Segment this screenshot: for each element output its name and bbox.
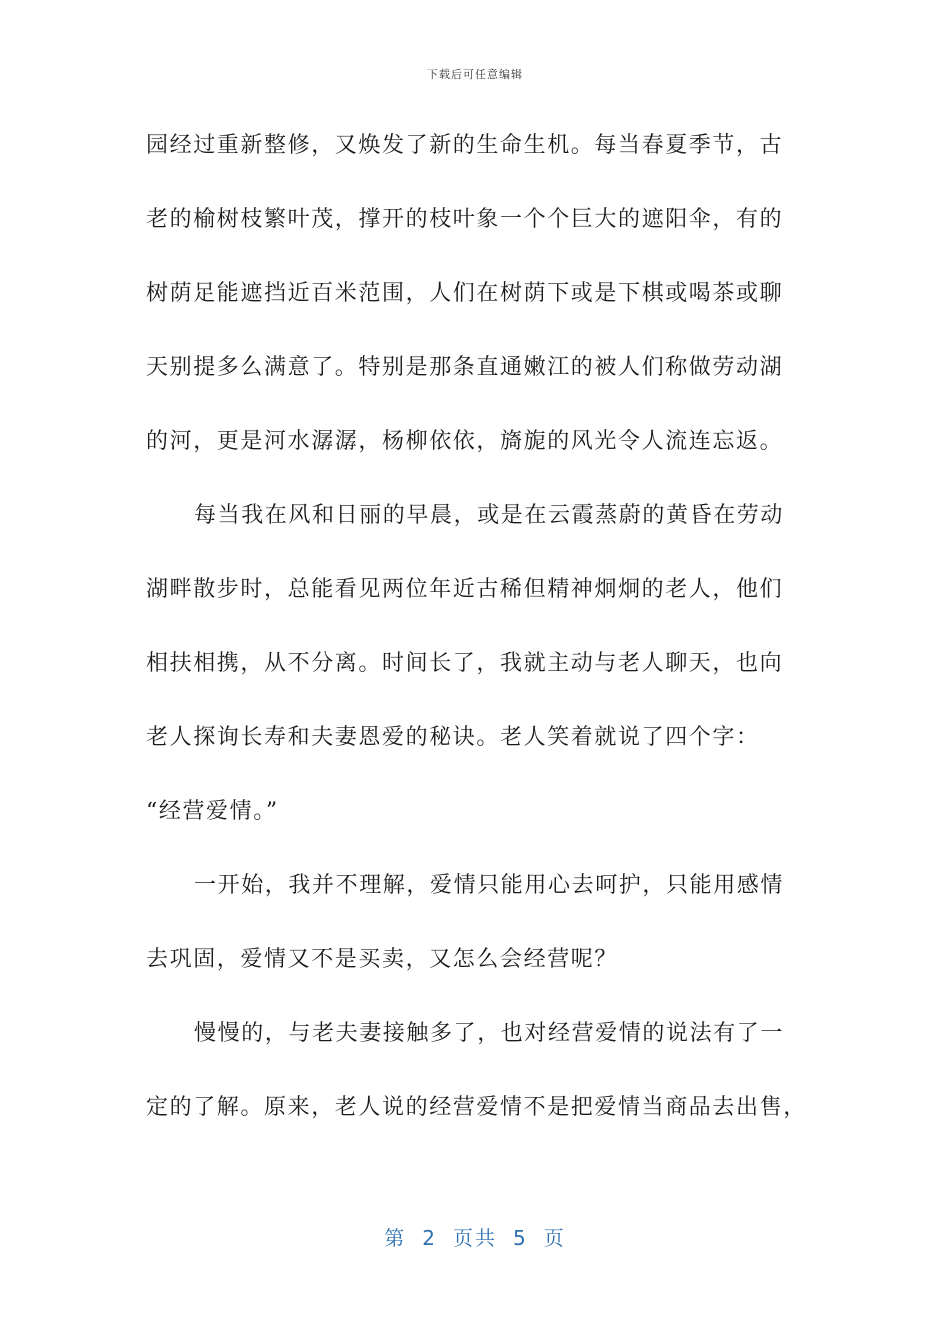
text-line: 去巩固，爱情又不是买卖，又怎么会经营呢？ — [146, 947, 619, 972]
page-footer — [0, 1222, 950, 1251]
text-line: 定的了解。原来，老人说的经营爱情不是把爱情当商品去出售， — [146, 1095, 807, 1120]
paragraph-start-line: 慢慢的，与老夫妻接触多了，也对经营爱情的说法有了一 — [194, 1021, 785, 1046]
text-line: 湖畔散步时，总能看见两位年近古稀但精神炯炯的老人，他们 — [146, 577, 784, 602]
document-body — [146, 122, 807, 1158]
text-line: 树荫足能遮挡近百米范围，人们在树荫下或是下棋或喝茶或聊 — [146, 281, 784, 306]
page-label-prefix: 第 — [384, 1226, 407, 1250]
text-line: 园经过重新整修，又焕发了新的生命生机。每当春夏季节，古 — [146, 133, 784, 158]
page-label-suffix: 页 — [543, 1226, 566, 1250]
paragraph-start-line: 一开始，我并不理解，爱情只能用心去呵护，只能用感情 — [194, 873, 785, 898]
total-pages-number: 5 — [513, 1226, 528, 1250]
page-label-mid: 页共 — [453, 1226, 497, 1250]
current-page-number: 2 — [422, 1226, 437, 1250]
header-note: 下载后可任意编辑 — [427, 68, 523, 81]
text-line: “经营爱情。” — [146, 799, 279, 824]
text-line: 的河，更是河水潺潺，杨柳依依，旖旎的风光令人流连忘返。 — [146, 429, 784, 454]
text-line: 相扶相携，从不分离。时间长了，我就主动与老人聊天，也向 — [146, 651, 784, 676]
text-line: 老人探询长寿和夫妻恩爱的秘诀。老人笑着就说了四个字： — [146, 725, 760, 750]
text-line: 天别提多么满意了。特别是那条直通嫩江的被人们称做劳动湖 — [146, 355, 784, 380]
paragraph-start-line: 每当我在风和日丽的早晨，或是在云霞蒸蔚的黄昏在劳动 — [194, 503, 785, 528]
text-line: 老的榆树枝繁叶茂，撑开的枝叶象一个个巨大的遮阳伞，有的 — [146, 207, 784, 232]
